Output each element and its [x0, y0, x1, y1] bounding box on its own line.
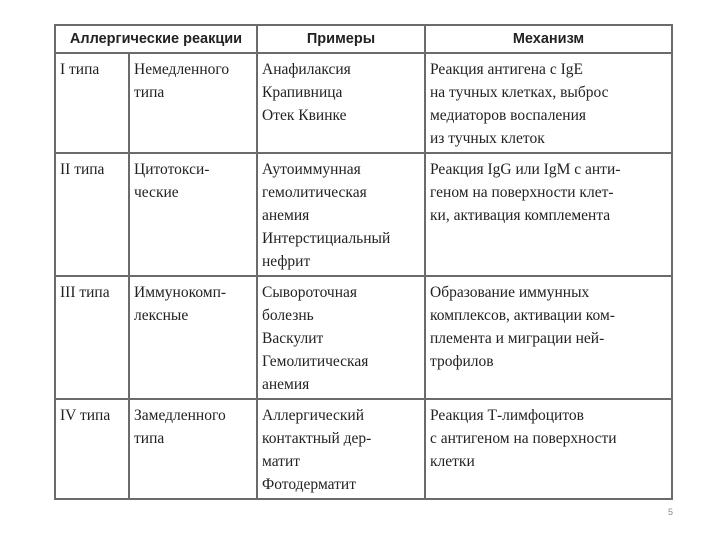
table-row [55, 399, 672, 499]
table-row [55, 276, 672, 399]
reaction-subtype: Замедленного типа [134, 407, 226, 447]
header-allergic-reactions: Аллергические реакции [55, 25, 257, 53]
table-row [55, 153, 672, 276]
examples-cell [257, 53, 425, 153]
examples-cell [257, 276, 425, 399]
reaction-type: II типа [60, 161, 105, 178]
allergic-reactions-table [54, 24, 673, 500]
reaction-subtype-cell [129, 153, 257, 276]
reaction-type: I типа [60, 61, 100, 78]
mechanism-text: Образование иммунных комплексов, активации ком- племента и миграции ней- трофилов [430, 284, 615, 370]
reaction-subtype-cell [129, 53, 257, 153]
header-examples: Примеры [257, 25, 425, 53]
reaction-type-cell [55, 153, 129, 276]
examples-text: Анафилаксия Крапивница Отек Квинке [262, 61, 351, 124]
reaction-type: IV типа [60, 407, 111, 424]
reaction-subtype-cell [129, 276, 257, 399]
reaction-subtype: Иммунокомп- лексные [134, 284, 227, 324]
reaction-type: III типа [60, 284, 110, 301]
mechanism-text: Реакция IgG или IgM с анти- геном на поверхности клет- ки, активация комплемента [430, 161, 621, 224]
mechanism-cell [425, 399, 672, 499]
mechanism-text: Реакция антигена с IgE на тучных клетках, выброс медиаторов воспаления из тучных клеток [430, 61, 609, 147]
mechanism-cell [425, 53, 672, 153]
examples-text: Аутоиммунная гемолитическая анемия Интерстициальный нефрит [262, 161, 391, 270]
examples-cell [257, 153, 425, 276]
mechanism-text: Реакция Т-лимфоцитов с антигеном на поверхности клетки [430, 407, 617, 470]
reaction-subtype-cell [129, 399, 257, 499]
page-number: 5 [668, 507, 674, 517]
reaction-subtype: Цитотокси- ческие [134, 161, 210, 201]
header-mechanism: Механизм [425, 25, 672, 53]
table-header-row [55, 25, 672, 53]
examples-text: Сывороточная болезнь Васкулит Гемолитическая анемия [262, 284, 369, 393]
table-row [55, 53, 672, 153]
reaction-type-cell [55, 399, 129, 499]
mechanism-cell [425, 276, 672, 399]
reaction-type-cell [55, 276, 129, 399]
examples-text: Аллергический контактный дер- матит Фотодерматит [262, 407, 372, 493]
examples-cell [257, 399, 425, 499]
mechanism-cell [425, 153, 672, 276]
reaction-type-cell [55, 53, 129, 153]
reaction-subtype: Немедленного типа [134, 61, 230, 101]
